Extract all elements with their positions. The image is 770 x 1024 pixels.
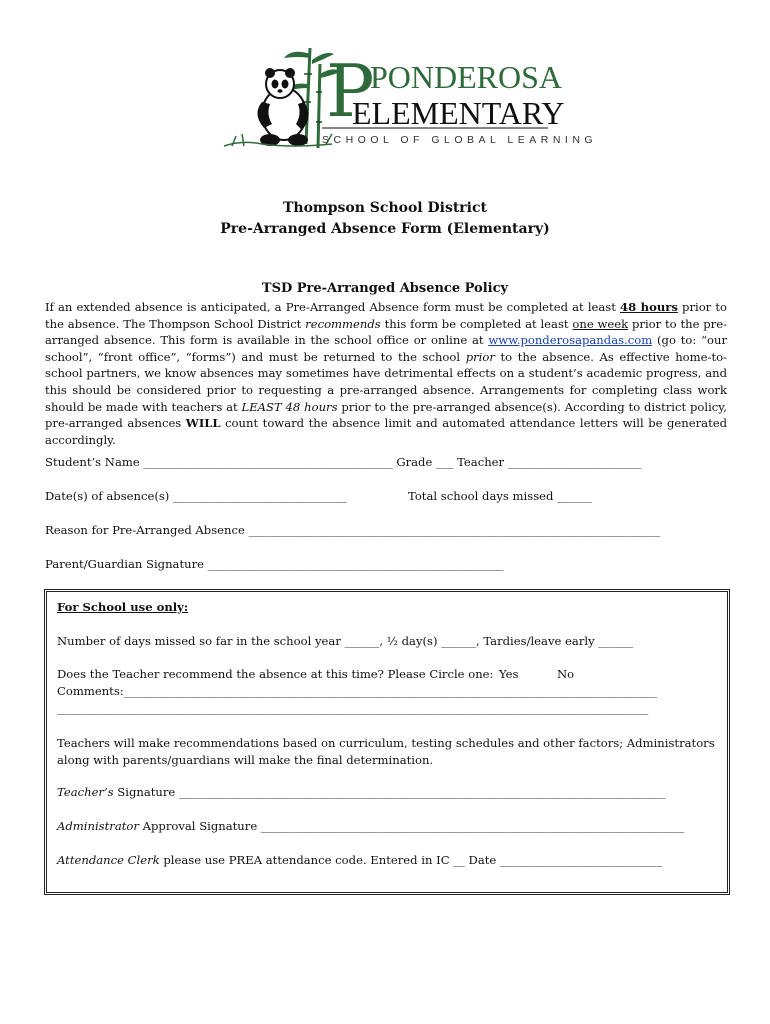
parent-signature-field[interactable]: Parent/Guardian Signature ___________________________________________________ (45, 557, 504, 571)
policy-heading: TSD Pre-Arranged Absence Policy (261, 281, 509, 296)
school-use-box (44, 589, 730, 895)
reason-field[interactable]: Reason for Pre-Arranged Absence _______________________________________________________________________ (45, 523, 661, 537)
logo-name-line1: PONDEROSA (370, 59, 563, 95)
recommendation-note: Teachers will make recommendations based on curriculum, testing schedules and other factors; Administrators along with parents/guardians will make the final determination. (57, 736, 715, 767)
form-title: Pre-Arranged Absence Form (Elementary) (220, 221, 550, 237)
teacher-recommend-question: Does the Teacher recommend the absence at this time? Please Circle one: (57, 667, 494, 681)
school-logo (222, 44, 598, 156)
school-use-heading: For School use only: (57, 600, 189, 614)
panda-bamboo-logo-icon (222, 44, 598, 156)
comments-field[interactable]: Comments:____________________________________________________________________________________________ (57, 684, 657, 698)
comments-line-2[interactable]: ______________________________________________________________________________________________________ (57, 701, 649, 715)
district-title: Thompson School District (283, 200, 487, 216)
days-missed-field[interactable]: Number of days missed so far in the school year ______, ½ day(s) ______, Tardies/leave early ______ (57, 634, 634, 648)
policy-text: If an extended absence is anticipated, a Pre-Arranged Absence form must be completed at least 48 hours prior to the absence. The Thompson School District recommends this form be completed at least one week prior to the pre-arranged absence. This form is available in the school office or online at www.ponderosapandas.com (go to: “our school”, “front office”, “forms”) and must be returned to the school prior to the absence. As effective home-to-school partners, we know absences may sometimes have detrimental effects on a student’s academic progress, and this should be considered prior to requesting a pre-arranged absence. Arrangements for completing class work should be made with teachers at LEAST 48 hours prior to the pre-arranged absence(s). According to district policy, pre-arranged absences WILL count toward the absence limit and automated attendance letters will be generated accordingly. (45, 300, 728, 447)
hours-emphasis: 48 hours (620, 300, 678, 314)
attendance-clerk-field[interactable]: Attendance Clerk please use PREA attendance code. Entered in IC __ Date ____________________________ (57, 853, 663, 867)
total-days-field[interactable]: Total school days missed ______ (408, 489, 592, 503)
logo-name-line2: ELEMENTARY (352, 95, 565, 131)
logo-tagline: SCHOOL OF GLOBAL LEARNING (322, 134, 598, 146)
svg-text:P: P (326, 49, 375, 133)
teacher-signature-field[interactable]: Teacher’s Signature ____________________________________________________________________________________ (57, 785, 666, 799)
school-website-link[interactable]: www.ponderosapandas.com (488, 333, 653, 348)
absence-dates-field[interactable]: Date(s) of absence(s) ______________________________ (45, 489, 347, 503)
admin-signature-field[interactable]: Administrator Approval Signature _________________________________________________________________________ (57, 819, 685, 833)
student-name-field[interactable]: Student’s Name ___________________________________________ Grade ___ Teacher _______________________ (45, 455, 642, 469)
yes-option[interactable]: Yes (499, 667, 519, 681)
no-option[interactable]: No (557, 667, 575, 681)
